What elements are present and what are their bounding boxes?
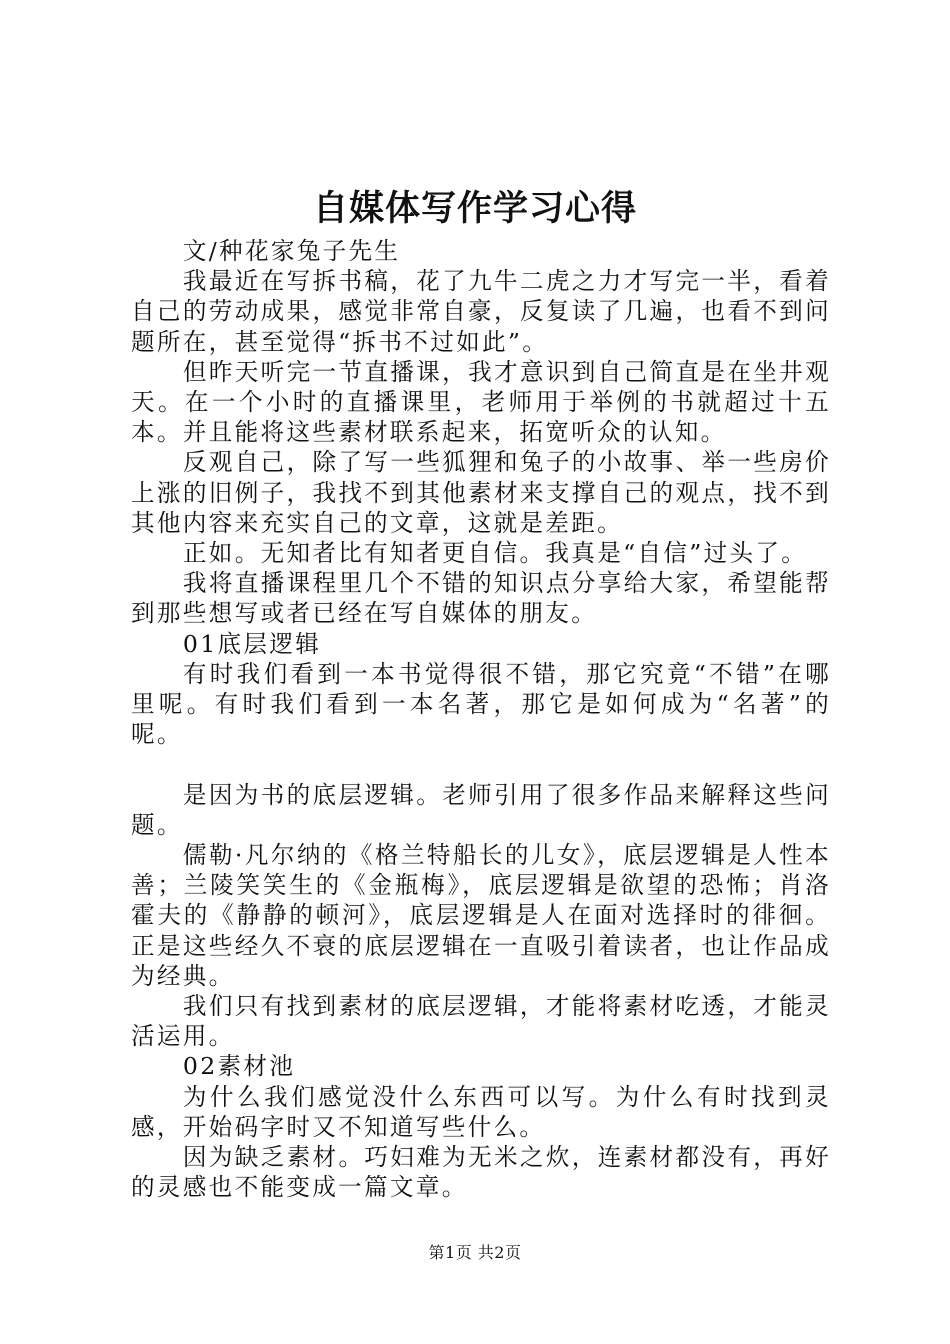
section-heading: 02素材池	[182, 1052, 296, 1081]
author-line: 文/种花家兔子先生	[182, 237, 401, 265]
document-title: 自媒体写作学习心得	[312, 188, 637, 229]
section-heading: 01底层逻辑	[182, 629, 322, 658]
paragraph: 儒勒·凡尔纳的《格兰特船长的儿女》，底层逻辑是人性本善；兰陵笑笑生的《金瓶梅》，底层逻辑是欲望的恐怖；肖洛霍夫的《静静的顿河》，底层逻辑是人在面对选择时的徘徊。正是这些经久不衰的底层逻辑在一直吸引着读者，也让作品成为经典。	[131, 841, 831, 990]
blank-line	[131, 749, 831, 779]
paragraph: 反观自己，除了写一些狐狸和兔子的小故事、举一些房价上涨的旧例子，我找不到其他素材来支撑自己的观点，找不到其他内容来充实自己的文章，这就是差距。	[131, 448, 831, 537]
paragraph: 我最近在写拆书稿，花了九牛二虎之力才写完一半，看着自己的劳动成果，感觉非常自豪，反复读了几遍，也看不到问题所在，甚至觉得“拆书不过如此”。	[131, 267, 831, 356]
paragraph: 但昨天听完一节直播课，我才意识到自己简直是在坐井观天。在一个小时的直播课里，老师用于举例的书就超过十五本。并且能将这些素材联系起来，拓宽听众的认知。	[131, 357, 831, 447]
paragraph: 正如。无知者比有知者更自信。我真是“自信”过头了。	[182, 539, 808, 568]
paragraph: 我们只有找到素材的底层逻辑，才能将素材吃透，才能灵活运用。	[131, 992, 831, 1051]
paragraph: 为什么我们感觉没什么东西可以写。为什么有时找到灵感，开始码字时又不知道写些什么。	[131, 1082, 831, 1141]
page-number: 第1页 共2页	[428, 1243, 522, 1262]
paragraph: 有时我们看到一本书觉得很不错，那它究竟“不错”在哪里呢。有时我们看到一本名著，那它是如何成为“名著”的呢。	[131, 659, 831, 749]
paragraph: 我将直播课程里几个不错的知识点分享给大家，希望能帮到那些想写或者已经在写自媒体的朋友。	[131, 569, 831, 628]
document-body	[131, 236, 831, 1202]
paragraph: 是因为书的底层逻辑。老师引用了很多作品来解释这些问题。	[131, 780, 831, 839]
paragraph: 因为缺乏素材。巧妇难为无米之炊，连素材都没有，再好的灵感也不能变成一篇文章。	[131, 1143, 831, 1202]
